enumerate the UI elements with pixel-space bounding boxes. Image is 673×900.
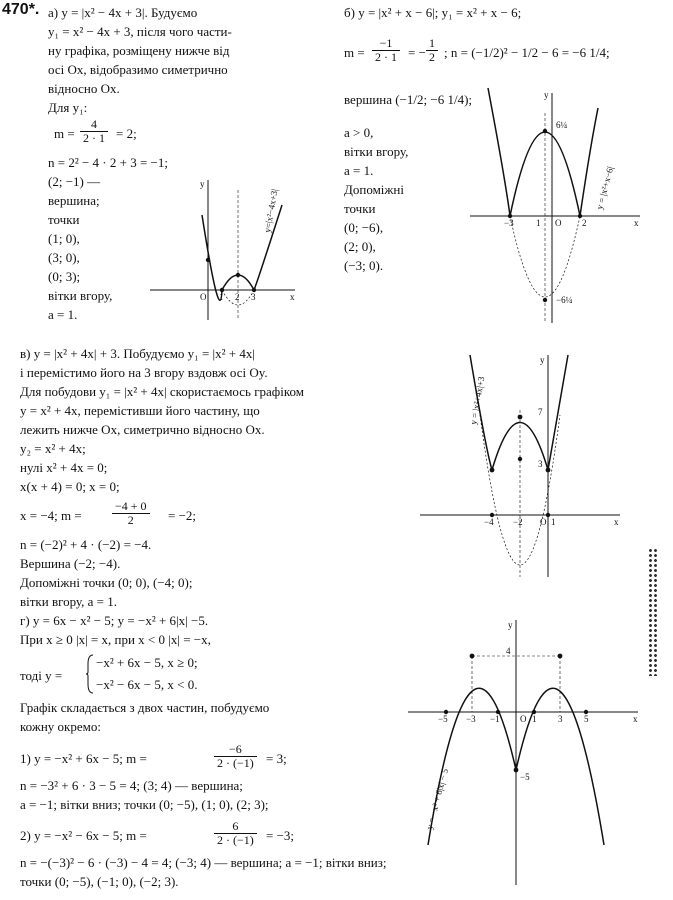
graph-curve [488,88,598,216]
part-d-p1-rhs: = 3; [266,751,287,766]
part-c-line-8: x(x + 4) = 0; x = 0; [20,479,120,494]
part-c-x-lhs: x = −4; m = [20,508,82,523]
part-b-half-fraction [426,37,438,64]
origin-label: O [540,517,547,527]
tick-1: 1 [536,218,541,228]
y-label: y [544,90,549,100]
part-b-m-rhs1: = − [408,45,426,60]
part-d-line-1: г) y = 6x − x² − 5; y = −x² + 6|x| −5. [20,613,209,628]
tick-3: 3 [538,459,543,469]
part-a-line-5: відносно Ox. [48,81,120,96]
y-label: y [540,355,545,365]
part-a-step-5: (1; 0), [48,231,80,246]
part-c-line-3: Для побудови y₁ = |x² + 4x| скористаємось графіком [20,384,304,399]
part-a-step-6: (3; 0), [48,250,80,265]
tick-1: 1 [219,292,224,302]
part-b-line-points: точки [344,201,376,216]
point-0-m5 [514,768,519,773]
vertex-mid-point [518,457,522,461]
part-b-line-1: б) y = |x² + x − 6|; y₁ = x² + x − 6; [344,5,522,20]
vertex-point [236,273,240,277]
part-c-line-4: y = x² + 4x, перемістивши його частину, що [20,403,260,418]
x-label: x [634,218,639,228]
part-b-line-branches: вітки вгору, [344,144,409,159]
part-a-step-4: точки [48,212,80,227]
origin-label: O [200,292,207,302]
part-d-p1-lhs: 1) y = −x² + 6x − 5; m = [20,751,147,766]
top-label: 6¼ [556,120,568,130]
part-d-line-4: кожну окремо: [20,719,101,734]
bottom-label: −6¼ [556,295,573,305]
x-label: x [633,714,638,724]
origin-label: O [555,218,562,228]
case-bracket-icon [86,654,94,694]
part-b-m-num: −1 [372,37,400,51]
part-d-p2-n: n = −(−3)² − 6 · (−3) − 4 = 4; (−3; 4) — вершина; a = −1; вітки вниз; [20,855,387,870]
tick-neg5: −5 [520,772,530,782]
part-d-p2-rhs: = −3; [266,828,295,843]
part-b-line-a1: a = 1. [344,163,374,178]
tick-1: 1 [551,517,556,527]
part-b-n: ; n = (−1/2)² − 1/2 − 6 = −6 1/4; [444,45,610,60]
tick-4: 4 [506,646,511,656]
part-d-p1-n: n = −3² + 6 · 3 − 5 = 4; (3; 4) — вершина; [20,778,243,793]
part-c-x-den: 2 [127,513,134,527]
part-a-step-8: вітки вгору, [48,288,113,303]
part-d-line-2: При x ≥ 0 |x| = x, при x < 0 |x| = −x, [20,632,211,647]
point-0-3 [546,468,551,473]
part-d-p2-fraction [214,820,257,847]
part-c-line-12: вітки вгору, a = 1. [20,594,117,609]
part-b-line-a: a > 0, [344,125,374,140]
x-label: x [290,292,295,302]
part-d-line-3: Графік складається з двох частин, побудуємо [20,700,270,715]
tick-m4: −4 [484,517,494,527]
part-b-point-3: (−3; 0). [344,258,384,273]
part-d-p2-pts: точки (0; −5), (−1; 0), (−2; 3). [20,874,179,889]
part-d-graph [408,620,648,890]
tick-3: 3 [251,292,256,302]
decorative-dot-strip [648,548,658,676]
part-a-step-2: (2; −1) — [48,174,101,189]
part-c-line-11: Допоміжні точки (0; 0), (−4; 0); [20,575,193,590]
part-d-p2-lhs: 2) y = −x² − 6x − 5; m = [20,828,147,843]
part-c-x-rhs: = −2; [168,508,197,523]
part-c-line-7: нулі x² + 4x = 0; [20,460,108,475]
part-d-p1-fraction [214,743,257,770]
part-a-line-2: y₁ = x² − 4x + 3, після чого части- [48,24,232,39]
part-c-line-10: Вершина (−2; −4). [20,556,121,571]
part-a-m-num: 4 [80,118,108,132]
part-d-case-1: −x² + 6x − 5, x ≥ 0; [96,655,198,670]
vertex-top-point [543,129,547,133]
part-a-line-6: Для y₁: [48,100,88,115]
part-a-step-7: (0; 3); [48,269,81,284]
part-d-case-2: −x² − 6x − 5, x < 0. [96,677,198,692]
point-0-3 [206,258,210,262]
part-b-vertex: вершина (−1/2; −6 1/4); [344,92,473,107]
curve-label: y=|x²−4x+3| [262,188,280,234]
part-b-m-den: 2 · 1 [375,50,397,64]
vertex-bottom-point [543,298,547,302]
tick-5: 5 [584,714,589,724]
origin-label: O [520,714,527,724]
part-b-m-lhs: m = [344,45,365,60]
tick-m3: −3 [504,218,514,228]
part-d-p2-den: 2 · (−1) [217,833,254,847]
part-c-line-1: в) y = |x² + 4x| + 3. Побудуємо y₁ = |x² + 4x| [20,346,255,361]
tick-2: 2 [235,292,240,302]
part-b-point-1: (0; −6), [344,220,384,235]
part-c-line-2: і перемістимо його на 3 вгору вздовж осі Oy. [20,365,268,380]
part-a-step-1: n = 2² − 4 · 2 + 3 = −1; [48,155,168,170]
part-a-line-3: ну графіка, розміщену нижче від [48,43,230,58]
part-b-half-num: 1 [426,37,438,51]
part-b-point-2: (2; 0), [344,239,376,254]
part-a-m-den: 2 · 1 [83,131,105,145]
problem-number: 470*. [2,1,40,18]
part-c-line-9: n = (−2)² + 4 · (−2) = −4. [20,537,152,552]
part-c-line-6: y₂ = x² + 4x; [20,441,86,456]
y-label: y [508,620,513,630]
y-label: y [200,179,205,189]
curve-label: y = |x²+x−6| [594,165,616,211]
point-m4-3 [490,468,495,473]
part-b-half-den: 2 [429,50,435,64]
part-b-m-fraction [372,37,400,64]
curve-label: y = |x²+4x|+3 [468,375,487,426]
part-a-m-lhs: m = [54,126,75,141]
x-label: x [614,517,619,527]
part-d-p2-num: 6 [214,820,257,834]
tick-m1: −1 [490,714,500,724]
vertex-right [558,654,563,659]
part-c-x-num: −4 + 0 [112,500,150,514]
part-c-graph [420,355,630,580]
part-c-x-fraction [112,500,150,527]
part-d-p1-num: −6 [214,743,257,757]
tick-3: 3 [558,714,563,724]
part-a-line-1: а) y = |x² − 4x + 3|. Будуємо [48,5,198,20]
tick-m3: −3 [466,714,476,724]
tick-m5: −5 [438,714,448,724]
part-a-step-9: a = 1. [48,307,78,322]
tick-m2: −2 [513,517,523,527]
part-a-m-fraction [80,118,108,145]
tick-7: 7 [538,407,543,417]
part-a-step-3: вершина; [48,193,100,208]
curve-label: y = −x² + 6|x| − 5 [424,767,451,831]
part-b-line-aux: Допоміжні [344,182,404,197]
part-a-line-4: осі Ox, відобразимо симетрично [48,62,228,77]
part-c-line-5: лежить нижче Ox, симетрично відносно Ox. [20,422,265,437]
part-a-graph [150,175,310,325]
part-a-m-rhs: = 2; [116,126,137,141]
graph-curve [470,355,568,470]
part-d-p1-a: a = −1; вітки вниз; точки (0; −5), (1; 0), (2; 3); [20,797,269,812]
part-b-graph [470,88,650,328]
vertex-point [518,415,523,420]
part-d-then: тоді y = [20,668,63,683]
vertex-left [470,654,475,659]
tick-2: 2 [582,218,587,228]
tick-1: 1 [532,714,537,724]
part-d-p1-den: 2 · (−1) [217,756,254,770]
